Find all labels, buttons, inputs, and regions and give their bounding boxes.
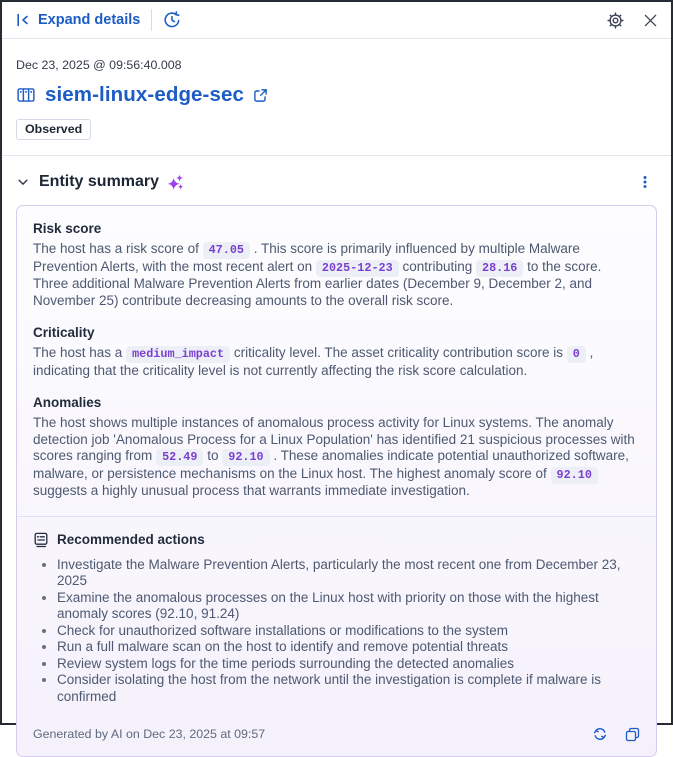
anomalies-paragraph: The host shows multiple instances of anomalous process activity for Linux systems. The anomaly detection job 'Anomalous Process for a Linux Population' has identified 21 suspicious processes with scores ranging from 52.49 to 92.10 . These anomalies indicate potential unauthorized software, malware, or persistence mechanisms on the Linux host. The highest anomaly score of 92.10 suggests a highly unusual process that warrants immediate investigation. <box>33 415 635 498</box>
risk-score-heading: Risk score <box>33 221 102 236</box>
panel-divider <box>17 516 656 517</box>
vertical-dots-icon <box>638 174 652 190</box>
inline-code-value: 92.10 <box>222 449 269 466</box>
flyout-body <box>2 39 671 757</box>
recommended-actions-title: Recommended actions <box>57 532 205 547</box>
inline-code-value: 28.16 <box>476 260 523 277</box>
inline-code-value: medium_impact <box>126 346 230 363</box>
history-button[interactable] <box>163 11 181 29</box>
expand-details-label: Expand details <box>38 12 141 28</box>
entity-summary-header <box>16 173 657 191</box>
inline-code-value: 2025-12-23 <box>316 260 399 277</box>
collapse-left-icon <box>15 12 31 28</box>
recommended-action-item: • Investigate the Malware Prevention Alerts, particularly the most recent one from December 23, 2025 <box>57 557 640 590</box>
section-divider <box>2 155 671 156</box>
history-clock-icon <box>163 11 181 29</box>
close-icon <box>643 13 658 28</box>
settings-button[interactable] <box>607 12 624 29</box>
chevron-down-icon <box>16 175 30 189</box>
recommended-actions-header <box>33 532 640 548</box>
close-button[interactable] <box>643 13 658 28</box>
anomalies-heading: Anomalies <box>33 395 102 410</box>
panel-footer <box>33 726 640 742</box>
regenerate-button[interactable] <box>592 726 608 742</box>
host-storage-icon <box>16 86 36 104</box>
criticality-heading: Criticality <box>33 325 95 340</box>
copy-icon <box>625 727 640 742</box>
recommended-action-item: • Run a full malware scan on the host to identify and remove potential threats <box>57 639 640 656</box>
recommended-action-item: • Check for unauthorized software installations or modifications to the system <box>57 623 640 640</box>
recommended-actions-list <box>33 557 640 706</box>
observed-badge: Observed <box>16 119 91 140</box>
entity-name: siem-linux-edge-sec <box>45 83 244 106</box>
event-timestamp: Dec 23, 2025 @ 09:56:40.008 <box>16 58 182 72</box>
inline-code-value: 0 <box>567 346 586 363</box>
gear-icon <box>607 12 624 29</box>
summary-menu-button[interactable] <box>638 174 652 190</box>
checklist-icon <box>33 532 49 548</box>
flyout-header <box>2 2 671 39</box>
toolbar-divider <box>151 9 152 31</box>
entity-title-row <box>16 83 657 107</box>
inline-code-value: 92.10 <box>551 467 598 484</box>
risk-score-paragraph: The host has a risk score of 47.05 . This score is primarily influenced by multiple Malware Prevention Alerts, with the most recent alert on 2025-12-23 contributing 28.16 to the score. Three additional Malware Prevention Alerts from earlier dates (December 9, December 2, and November 25) contribute decreasing amounts to the overall risk score. <box>33 241 602 308</box>
inline-code-value: 52.49 <box>156 449 203 466</box>
copy-button[interactable] <box>625 727 640 742</box>
entity-name-link[interactable] <box>16 83 268 107</box>
popout-icon <box>253 88 268 103</box>
ai-summary-panel <box>16 205 657 757</box>
entity-summary-title: Entity summary <box>39 173 160 190</box>
recommended-action-item: • Examine the anomalous processes on the Linux host with priority on those with the highest anomaly scores (92.10, 91.24) <box>57 590 640 623</box>
regenerate-icon <box>592 726 608 742</box>
inline-code-value: 47.05 <box>203 242 250 259</box>
generated-by-ai-text: Generated by AI on Dec 23, 2025 at 09:57 <box>33 727 266 741</box>
recommended-action-item: • Review system logs for the time periods surrounding the detected anomalies <box>57 656 640 673</box>
recommended-action-item: • Consider isolating the host from the network until the investigation is complete if malware is confirmed <box>57 672 640 705</box>
sparkles-icon <box>167 174 184 191</box>
criticality-paragraph: The host has a medium_impact criticality level. The asset criticality contribution score is 0 , indicating that the criticality level is not currently affecting the risk score calculation. <box>33 345 594 378</box>
entity-summary-toggle[interactable] <box>16 173 159 191</box>
expand-details-button[interactable] <box>15 12 140 28</box>
